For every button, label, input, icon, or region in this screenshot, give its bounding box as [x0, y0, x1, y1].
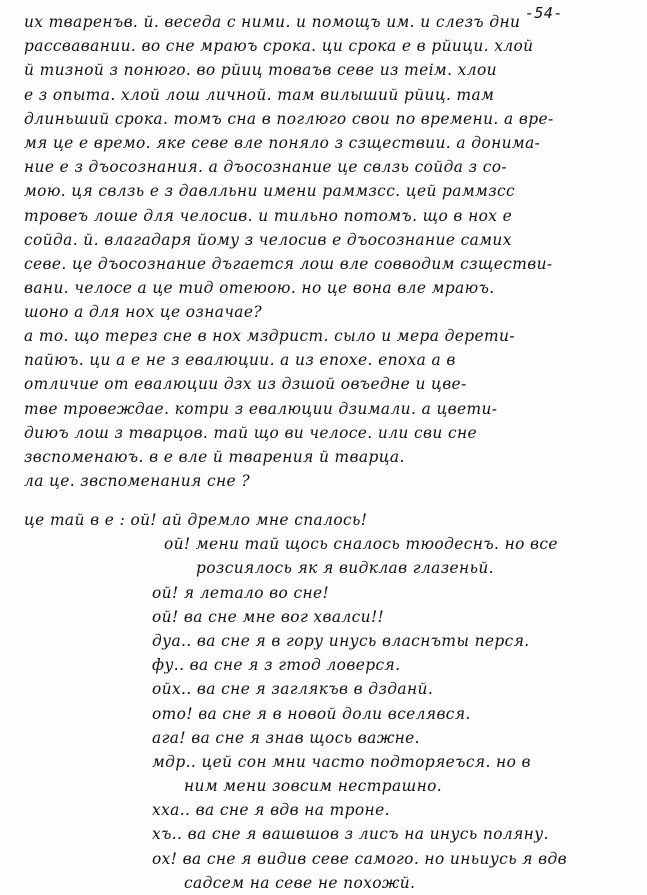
- text-line-content: шоно а для нох це означае?: [24, 303, 263, 322]
- poem-line: [24, 532, 630, 556]
- second-paragraph: [24, 324, 630, 493]
- text-line-content: вани. челосе а це тид отеюою. но це вона вле мраюъ.: [24, 279, 495, 298]
- text-line: [24, 252, 630, 276]
- poem-line: [24, 556, 630, 580]
- text-line-content: сойда. й. влагадаря йому з челосив е дъосознание самих: [24, 230, 512, 249]
- page-number: -54-: [524, 4, 563, 22]
- text-line: [24, 445, 630, 469]
- poem-line: [24, 822, 630, 846]
- poem-line-content: дуа.. ва сне я в гору инусь власнъты перся.: [152, 631, 530, 650]
- poem-line-content: ой! я летало во сне!: [152, 583, 330, 602]
- poem-block: [24, 508, 630, 895]
- poem-line-content: ага! ва сне я знав щось важне.: [152, 728, 420, 747]
- poem-line: [24, 677, 630, 701]
- text-line: [24, 324, 630, 348]
- poem-line: [24, 581, 630, 605]
- poem-line-content: фу.. ва сне я з гтод ловерся.: [152, 656, 401, 675]
- poem-line: [24, 750, 630, 774]
- poem-line-content: мдр.. цей сон мни часто подторяеъся. но в: [152, 752, 531, 771]
- text-line: [24, 179, 630, 203]
- text-line: [24, 228, 630, 252]
- text-line-content: их тваренъв. й. веседа с ними. и помощъ им. и слезъ дни: [24, 13, 521, 31]
- poem-line: [24, 653, 630, 677]
- text-line-content: диюъ лош з тварцов. тай що ви челосе. или сви сне: [24, 423, 478, 442]
- poem-line-content: це тай в е : ой! ай дремло мне спалось!: [24, 511, 368, 529]
- poem-line: [24, 871, 630, 895]
- poem-line-content: хъ.. ва сне я вашвшов з лисъ на инусь поляну.: [152, 825, 549, 844]
- poem-line-content: хха.. ва сне я вдв на троне.: [152, 801, 390, 820]
- text-line-content: мя це е времо. яке севе вле поняло з сзществии. а донима-: [24, 133, 541, 152]
- text-line-content: тровеъ лоше для челосив. и тильно потомъ. що в нох е: [24, 206, 513, 225]
- poem-line: [24, 702, 630, 726]
- text-line: [24, 83, 630, 107]
- text-line: [24, 421, 630, 445]
- text-line: [24, 348, 630, 372]
- text-line-content: мою. ця свлзь е з давлльни имени раммзсс. цей раммзсс: [24, 182, 516, 201]
- text-line: [24, 300, 630, 324]
- poem-line-content: ним мени зовсим нестрашно.: [184, 777, 443, 796]
- text-line: [24, 397, 630, 421]
- text-line-content: длиньший срока. томъ сна в поглюго свои по времени. а вре-: [24, 109, 554, 128]
- poem-line: [24, 798, 630, 822]
- text-line-content: й тизной з понюго. во рйиц товаъв севе из теім. хлои: [24, 61, 497, 80]
- poem-line: [24, 629, 630, 653]
- text-line: [24, 204, 630, 228]
- poem-line-content: ой! мени тай щось сналось тюодеснъ. но все: [164, 535, 558, 554]
- poem-line-content: ото! ва сне я в новой доли вселявся.: [152, 704, 471, 723]
- main-paragraph: [24, 10, 630, 324]
- text-line: [24, 131, 630, 155]
- text-line-content: а то. що терез сне в нох мздрист. сыло и мера дерети-: [24, 327, 515, 345]
- text-line-content: е з опыта. хлой лош личной. там вилыший рйиц. там: [24, 85, 495, 104]
- text-line-content: севе. це дъосознание дъгается лош вле совводим сзществи-: [24, 254, 553, 273]
- text-line: [24, 372, 630, 396]
- poem-line: [24, 605, 630, 629]
- poem-line: [24, 847, 630, 871]
- poem-line-content: ой! ва сне мне вог хвалси!!: [152, 607, 385, 626]
- text-line-content: звспоменаюъ. в е вле й тварения й тварца.: [24, 447, 405, 466]
- text-line-content: пайюъ. ци а е не з евалюции. а из епохе. епоха а в: [24, 351, 456, 370]
- poem-line-content: ойх.. ва сне я заглякъв в дзданй.: [152, 680, 434, 699]
- text-line-content: рассвавании. во сне мраюъ срока. ци срока е в рйици. хлой: [24, 37, 534, 56]
- poem-line: [24, 508, 630, 532]
- poem-line-content: садсем на севе не похожй.: [184, 873, 416, 892]
- poem-line: [24, 774, 630, 798]
- poem-line-content: розсиялось як я видклав глазеньй.: [196, 559, 494, 578]
- text-line-content: ние е з дъосознания. а дъосознание це свлзь сойда з со-: [24, 158, 507, 177]
- poem-line-content: ох! ва сне я видив севе самого. но иньиусь я вдв: [152, 849, 568, 868]
- text-line: [24, 10, 630, 34]
- text-line: [24, 469, 630, 493]
- text-line: [24, 107, 630, 131]
- text-line-content: отличие от евалюции дзх из дзшой овъедне и цве-: [24, 375, 467, 394]
- text-line: [24, 155, 630, 179]
- text-line-content: тве тровеждае. котри з евалюции дзимали. а цвети-: [24, 399, 498, 418]
- text-line: [24, 34, 630, 58]
- text-line-content: ла це. звспоменания сне ?: [24, 472, 250, 491]
- text-line: [24, 276, 630, 300]
- text-line: [24, 58, 630, 82]
- poem-line: [24, 726, 630, 750]
